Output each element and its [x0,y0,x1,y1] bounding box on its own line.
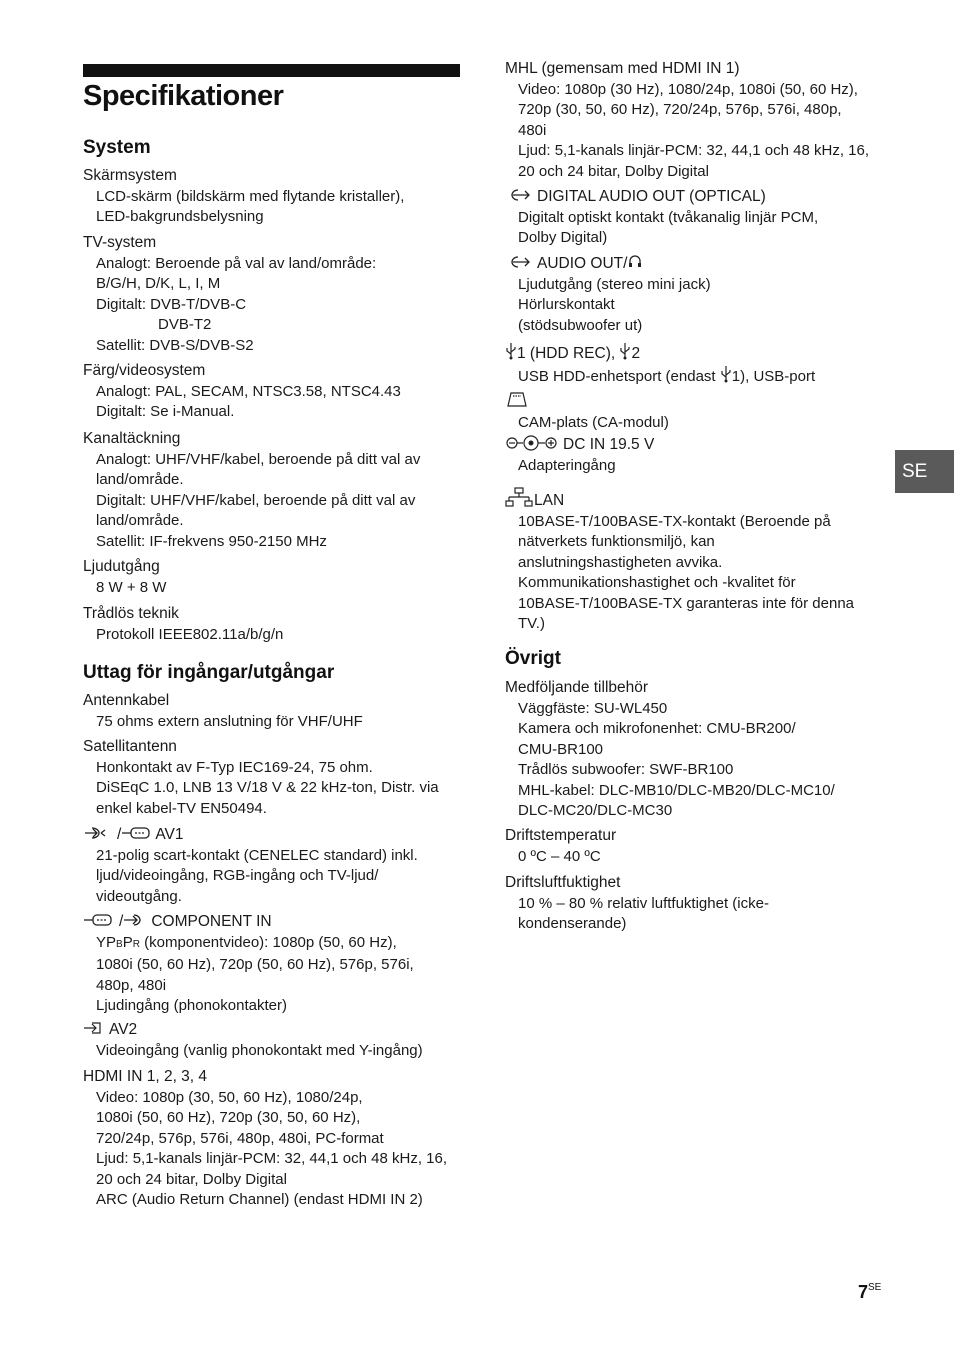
spec-line: Video: 1080p (30, 50, 60 Hz), 1080/24p, [96,1088,363,1106]
spec-term-label: AV1 [155,826,184,843]
spec-line: Ljudutgång (stereo mini jack) [518,275,711,293]
spec-line: CAM-plats (CA-modul) [518,413,669,431]
spec-line: Satellit: IF-frekvens 950-2150 MHz [96,532,327,550]
usb-icon [619,342,631,360]
spec-color-system [83,361,401,423]
spec-line: enkel kabel-TV EN50494. [96,799,267,817]
spec-satellite-antenna [83,737,439,819]
spec-mhl [505,59,869,182]
spec-line: TV.) [518,615,545,632]
spec-line: 720p (30, 50, 60 Hz), 720/24p, 576p, 576i, 480p, [518,101,842,118]
spec-line: 20 och 24 bitar, Dolby Digital [518,162,709,180]
spec-antenna [83,691,363,732]
input-icon [123,912,147,928]
language-tab: SE [895,450,954,493]
spec-term: Skärmsystem [83,167,177,184]
spec-line: DVB-T2 [158,316,212,333]
spec-term: Antennkabel [83,692,170,709]
spec-line: 20 och 24 bitar, Dolby Digital [96,1170,287,1188]
spec-line: Ljudingång (phonokontakter) [96,997,287,1014]
scart-in-out-icon [83,825,113,841]
spec-channel-coverage [83,429,420,552]
headphones-icon [628,254,642,270]
spec-line: 8 W + 8 W [96,578,167,596]
spec-line-ypbpr: YPBPR (komponentvideo): 1080p (50, 60 Hz), [96,933,397,951]
spec-wireless [83,604,283,645]
spec-lan [505,487,854,635]
output-icon [505,187,533,203]
spec-dc-in [505,435,654,476]
spec-line: Video: 1080p (30 Hz), 1080/24p, 1080i (50, 60 Hz), [518,80,858,98]
title-rule [83,64,460,77]
spec-term-separator: / [119,913,124,930]
spec-line: Väggfäste: SU-WL450 [518,699,668,717]
spec-line: Satellit: DVB-S/DVB-S2 [96,336,254,354]
spec-line: Honkontakt av F-Typ IEC169-24, 75 ohm. [96,758,373,776]
spec-line: 10BASE-T/100BASE-TX-kontakt (Beroende på [518,512,831,530]
spec-line: kondenserande) [518,915,627,932]
spec-line: B/G/H, D/K, L, I, M [96,275,221,292]
spec-av1 [83,825,418,907]
spec-line: DiSEqC 1.0, LNB 13 V/18 V & 22 kHz-ton, Distr. via [96,779,439,796]
spec-term: TV-system [83,234,157,251]
spec-line: Digitalt optiskt kontakt (tvåkanalig linjär PCM, [518,208,819,226]
spec-line: Ljud: 5,1-kanals linjär-PCM: 32, 44,1 och 48 kHz, 16, [96,1150,448,1167]
spec-line: 1080i (50, 60 Hz), 720p (50, 60 Hz), 576p, 576i, [96,956,414,973]
spec-line: land/område. [96,512,184,529]
spec-line: anslutningshastigheten avvika. [518,553,723,571]
spec-line: 720/24p, 576p, 576i, 480p, 480i, PC-format [96,1129,384,1147]
spec-line: Analogt: UHF/VHF/kabel, beroende på ditt val av [96,450,421,468]
spec-line: ARC (Audio Return Channel) (endast HDMI IN 2) [96,1191,423,1208]
spec-line: Analogt: Beroende på val av land/område: [96,254,377,272]
section-heading-other: Övrigt [505,648,561,669]
spec-line: 10BASE-T/100BASE-TX garanteras inte för denna [518,594,855,612]
spec-term-label: 1 (HDD REC), [517,345,620,362]
spec-line: 480i [518,121,547,139]
spec-line: LED-bakgrundsbelysning [96,208,264,225]
spec-line: ljud/videoingång, RGB-ingång och TV-ljud/ [96,867,379,884]
spec-line: 1080i (50, 60 Hz), 720p (30, 50, 60 Hz), [96,1109,361,1126]
spec-term-label: AV2 [109,1021,138,1038]
spec-line: Hörlurskontakt [518,296,615,313]
page-number: $7^{SE}$ [858,1282,882,1302]
spec-line: (stödsubwoofer ut) [518,316,643,334]
spec-term-label: LAN [534,492,565,509]
spec-line: Digitalt: UHF/VHF/kabel, beroende på ditt val av [96,491,416,509]
spec-term-label: DIGITAL AUDIO OUT (OPTICAL) [537,188,766,205]
spec-line: Kommunikationshastighet och -kvalitet för [518,574,796,591]
spec-usb [505,342,815,387]
spec-line: Videoingång (vanlig phonokontakt med Y-ingång) [96,1041,423,1059]
page-title: Specifikationer [83,80,284,112]
spec-line: Dolby Digital) [518,229,608,246]
spec-line: Adapteringång [518,456,616,474]
spec-line: Protokoll IEEE802.11a/b/g/n [96,625,284,643]
scart-out-icon [121,825,151,841]
spec-term: Kanaltäckning [83,430,181,447]
section-heading-io: Uttag för ingångar/utgångar [83,662,335,683]
spec-term: Medföljande tillbehör [505,679,649,696]
spec-line: 480p, 480i [96,976,167,994]
usb-icon [720,365,732,383]
spec-term: Färg/videosystem [83,362,206,379]
spec-line: Analogt: PAL, SECAM, NTSC3.58, NTSC4.43 [96,382,401,400]
spec-audio-output [83,557,166,598]
spec-term: MHL (gemensam med HDMI IN 1) [505,60,740,77]
dc-polarity-icon [505,435,559,451]
spec-component-in [83,912,414,1017]
spec-term-separator: / [117,826,122,843]
section-heading-system: System [83,137,151,158]
input-icon [83,1020,105,1036]
spec-line: Digitalt: DVB-T/DVB-C [96,295,247,313]
spec-av2 [83,1020,423,1061]
spec-accessories [505,678,835,822]
spec-line: Trådlös subwoofer: SWF-BR100 [518,761,734,778]
spec-digital-audio-out [505,187,818,249]
spec-line: 0 ºC – 40 ºC [518,847,601,865]
spec-term: Driftstemperatur [505,827,617,844]
usb-icon [505,342,517,360]
spec-line: videoutgång. [96,887,182,905]
spec-term: Driftsluftfuktighet [505,874,621,891]
spec-term-label: DC IN 19.5 V [563,436,655,453]
spec-line: CMU-BR100 [518,740,604,758]
spec-line: USB HDD-enhetsport (endast 1), USB-port [518,365,815,388]
spec-line: DLC-MC20/DLC-MC30 [518,802,673,819]
spec-line: LCD-skärm (bildskärm med flytande kristaller), [96,187,405,205]
spec-line: Ljud: 5,1-kanals linjär-PCM: 32, 44,1 och 48 kHz, 16, [518,142,870,159]
spec-cam [505,390,669,433]
spec-line: 21-polig scart-kontakt (CENELEC standard) inkl. [96,846,418,864]
spec-line: 10 % – 80 % relativ luftfuktighet (icke- [518,894,769,912]
spec-audio-out [505,254,711,336]
output-icon [505,254,533,270]
spec-term-label: COMPONENT IN [151,913,272,930]
spec-tv-system [83,233,376,356]
spec-line: 75 ohms extern anslutning för VHF/UHF [96,712,363,730]
network-icon [505,487,533,507]
cam-slot-icon [505,390,529,408]
spec-line: land/område. [96,471,184,488]
spec-screen-system [83,166,404,228]
component-in-icon [83,912,115,928]
spec-term: Trådlös teknik [83,605,179,622]
spec-term: Satellitantenn [83,738,177,755]
spec-term: HDMI IN 1, 2, 3, 4 [83,1068,208,1085]
spec-line: nätverkets funktionsmiljö, kan [518,533,715,550]
spec-term-label: AUDIO OUT/ [537,255,628,272]
spec-line: Kamera och mikrofonenhet: CMU-BR200/ [518,720,796,737]
spec-operating-humidity [505,873,769,935]
spec-term: Ljudutgång [83,558,160,575]
spec-operating-temperature [505,826,616,867]
spec-term-label: 2 [631,345,641,362]
spec-line: MHL-kabel: DLC-MB10/DLC-MB20/DLC-MC10/ [518,781,835,799]
spec-line: Digitalt: Se i-Manual. [96,403,235,420]
spec-hdmi-in [83,1067,447,1211]
